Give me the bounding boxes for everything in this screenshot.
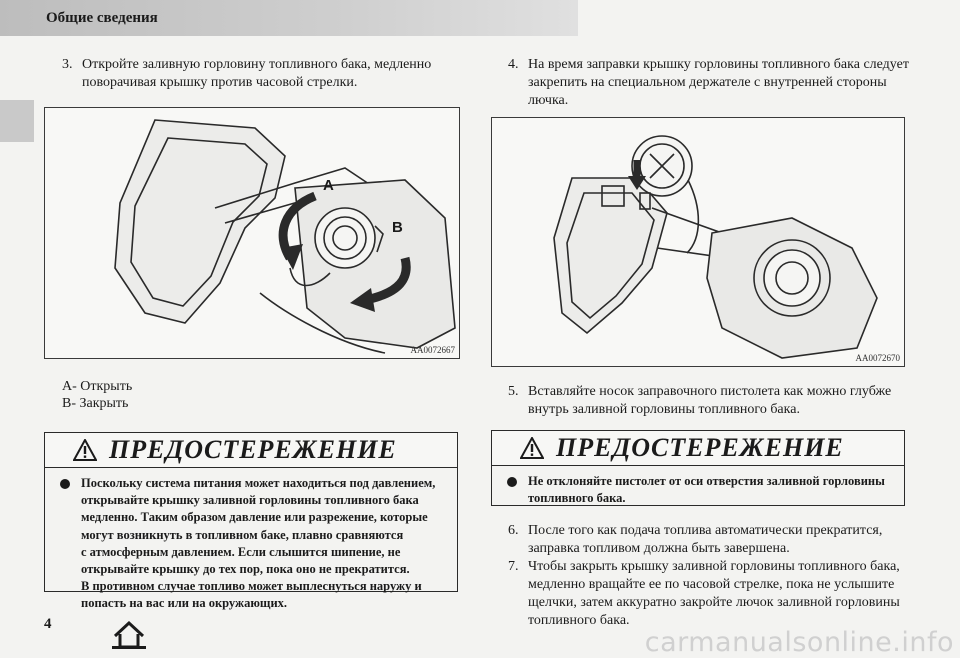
- warning-line: Не отклоняйте пистолет от оси отверстия заливной горловины: [528, 474, 885, 488]
- page-number: 4: [44, 616, 52, 632]
- step-text-line: Вставляйте носок заправочного пистолета как можно глубже: [528, 384, 892, 399]
- warning-line: топливного бака.: [528, 491, 626, 506]
- step-text-line: заправка топливом должна быть завершена.: [528, 541, 790, 556]
- step-3: [62, 56, 462, 92]
- figure-code: AA0072667: [410, 345, 455, 355]
- cap-holder-illustration: [492, 118, 904, 366]
- step-7: [508, 558, 928, 630]
- step-text-line: После того как подача топлива автоматически прекратится,: [528, 523, 883, 538]
- warning-triangle-icon: [73, 439, 97, 461]
- warning-line: могут возникнуть в топливном баке, плавно сравняются: [81, 527, 404, 542]
- fuel-cap-holder-figure: [491, 117, 905, 367]
- warning-triangle-icon: [520, 437, 544, 459]
- step-number: 5.: [508, 384, 519, 399]
- warning-line: попасть на вас или на окружающих.: [81, 596, 288, 611]
- warning-header: [492, 431, 904, 466]
- warning-line: Поскольку система питания может находиться под давлением,: [81, 476, 436, 490]
- step-number: 4.: [508, 57, 519, 72]
- step-number: 3.: [62, 57, 73, 72]
- side-tab: [0, 100, 34, 142]
- warning-line: В противном случае топливо может выплеснуться наружу и: [81, 579, 422, 594]
- warning-body: [492, 466, 904, 507]
- warning-box: [44, 432, 458, 611]
- step-number: 7.: [508, 559, 519, 574]
- step-text-line: На время заправки крышку горловины топливного бака следует: [528, 57, 909, 72]
- warning-line: с атмосферным давлением. Если слышится шипение, не: [81, 544, 401, 559]
- step-5: [508, 383, 928, 419]
- warning-box: [491, 430, 905, 506]
- step-number: 6.: [508, 523, 519, 538]
- figure-label-b: B: [392, 219, 403, 236]
- figure-label-a: A: [323, 177, 334, 194]
- warning-line: открывайте крышку заливной горловины топливного бака: [81, 493, 419, 508]
- warning-body: [45, 468, 457, 613]
- step-text-line: поворачивая крышку против часовой стрелки.: [82, 75, 358, 90]
- legend-open: A- Открыть: [62, 379, 133, 394]
- step-text-line: Чтобы закрыть крышку заливной горловины топливного бака,: [528, 559, 900, 574]
- watermark: carmanualsonline.info: [644, 627, 954, 658]
- bullet-icon: [60, 479, 70, 489]
- step-6: [508, 522, 928, 558]
- step-text-line: закрепить на специальном держателе с внутренней стороны: [528, 75, 887, 90]
- warning-line: медленно. Таким образом давление или разрежение, которые: [81, 510, 428, 525]
- warning-title: ПРЕДОСТЕРЕЖЕНИЕ: [109, 435, 397, 464]
- home-icon[interactable]: [112, 620, 146, 650]
- bullet-icon: [507, 477, 517, 487]
- step-text-line: Откройте заливную горловину топливного бака, медленно: [82, 57, 432, 72]
- warning-header: [45, 433, 457, 468]
- step-4: [508, 56, 928, 110]
- warning-title: ПРЕДОСТЕРЕЖЕНИЕ: [556, 433, 844, 462]
- step-text-line: топливного бака.: [528, 613, 630, 628]
- section-title: Общие сведения: [46, 10, 158, 26]
- warning-line: открывайте крышку до тех пор, пока оно не прекратится.: [81, 562, 410, 577]
- step-text-line: медленно вращайте ее по часовой стрелке, пока не услышите: [528, 577, 895, 592]
- step-text-line: щелчки, затем аккуратно закройте лючок заливной горловины: [528, 595, 900, 610]
- step-text-line: лючка.: [528, 93, 569, 108]
- fuel-cap-illustration: [45, 108, 459, 358]
- figure-code: AA0072670: [855, 353, 900, 363]
- step-text-line: внутрь заливной горловины топливного бака.: [528, 402, 800, 417]
- legend-close: B- Закрыть: [62, 396, 129, 411]
- fuel-cap-open-figure: [44, 107, 460, 359]
